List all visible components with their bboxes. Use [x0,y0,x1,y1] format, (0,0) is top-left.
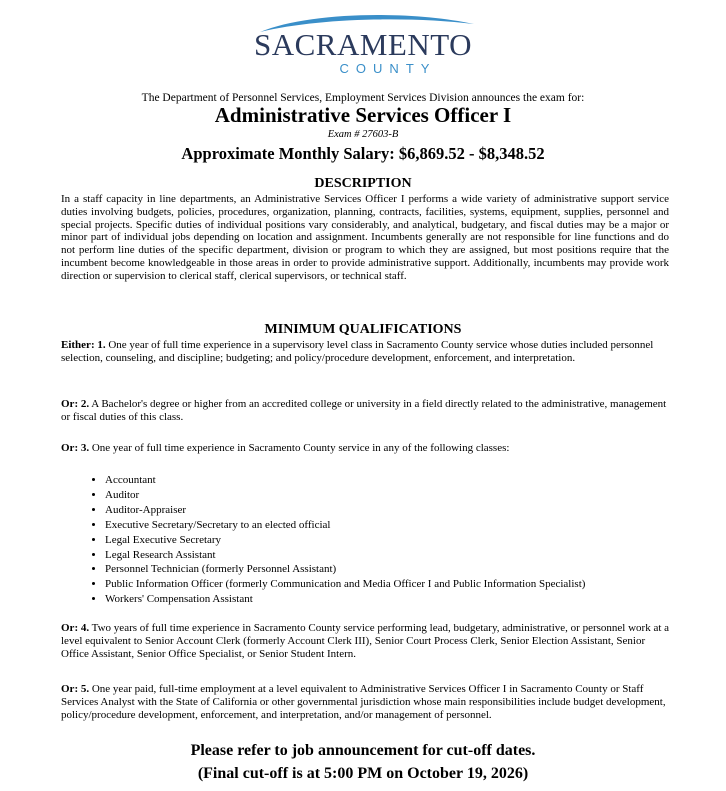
qualification-1-text: One year of full time experience in a supervisory level class in Sacramento County service whose duties included personnel selection, counseling, and discipline; budgeting; and policy/procedure development, enforcement, and interpretation. [61,339,654,364]
cutoff-notice: Please refer to job announcement for cut-off dates. [190,742,536,759]
qualification-5-text: One year paid, full-time employment at a level equivalent to Administrative Services Officer I in Sacramento County or Staff Services Analyst with the State of California or other governmental jurisdiction whose main responsibilities include budget development, policy/procedure development, enforcement, and interpretation, and/or management of personnel. [61,683,666,721]
qualification-2-text: A Bachelor's degree or higher from an accredited college or university in a field directly related to the administrative, management or fiscal duties of this class. [61,398,667,423]
qualification-2-label: Or: 2. [61,398,90,410]
qualification-5 [61,683,669,721]
list-item: • Auditor [105,488,725,503]
sacramento-county-logo [238,8,488,78]
qualification-3-text: One year of full time experience in Sacramento County service in any of the following classes: [89,442,510,454]
qualification-1-label: Either: 1. [61,339,106,351]
exam-number: Exam # 27603-B [327,129,399,140]
list-item: • Auditor-Appraiser [105,503,725,518]
list-item: • Legal Research Assistant [105,548,725,563]
qualification-3 [61,442,669,455]
qualification-3-label: Or: 3. [61,442,90,454]
qualification-4-text: Two years of full time experience in Sacramento County service performing lead, budgetary, administrative, or personnel work at a level equivalent to Senior Account Clerk (formerly Account Clerk III), Senior Court Process Clerk, Senior Election Assistant, Senior Office Assistant, Senior Office Specialist, or Senior Student Intern. [61,622,670,660]
announcement-line: The Department of Personnel Services, Employment Services Division announces the exam for: [141,92,585,104]
qualification-1 [61,339,669,365]
qualification-2 [61,398,669,424]
exam-title: Administrative Services Officer I [214,103,512,127]
qualifying-classes-list [61,473,725,607]
salary-range: Approximate Monthly Salary: $6,869.52 - $8,348.52 [181,144,545,163]
list-item: • Legal Executive Secretary [105,533,725,548]
description-heading: DESCRIPTION [314,176,412,191]
list-item: • Accountant [105,473,725,488]
logo-sub: COUNTY [339,61,437,76]
qualification-5-label: Or: 5. [61,683,90,695]
logo-name: SACRAMENTO [253,27,473,62]
qualification-4 [61,622,669,660]
qualification-4-label: Or: 4. [61,622,90,634]
final-cutoff-date: (Final cut-off is at 5:00 PM on October 19, 2026) [197,765,529,782]
list-item: • Workers' Compensation Assistant [105,592,725,607]
list-item: • Executive Secretary/Secretary to an elected official [105,518,725,533]
list-item: • Personnel Technician (formerly Personnel Assistant) [105,562,725,577]
min-qualifications-heading: MINIMUM QUALIFICATIONS [264,322,462,337]
list-item: • Public Information Officer (formerly Communication and Media Officer I and Public Information Specialist) [105,577,725,592]
description-text: In a staff capacity in line departments, an Administrative Services Officer I performs a wide variety of administrative support service duties involving budgets, policies, procedures, organization, planning, contracts, facilities, systems, equipment, supplies, personnel and special projects. Specific duties of individual positions vary considerably, and analytical, budgetary, and fiscal duties may be a major or minor part of individual jobs depending on location and assignment. Incumbents generally are not responsible for line functions and do not perform line duties of the specific department, division or program to which they are assigned, but most positions require that the incumbent become knowledgeable in those areas in order to provide administrative support. Additionally, incumbents may provide work direction or supervision to clerical staff, clerical supervisors, or technical staff. [61,193,669,282]
